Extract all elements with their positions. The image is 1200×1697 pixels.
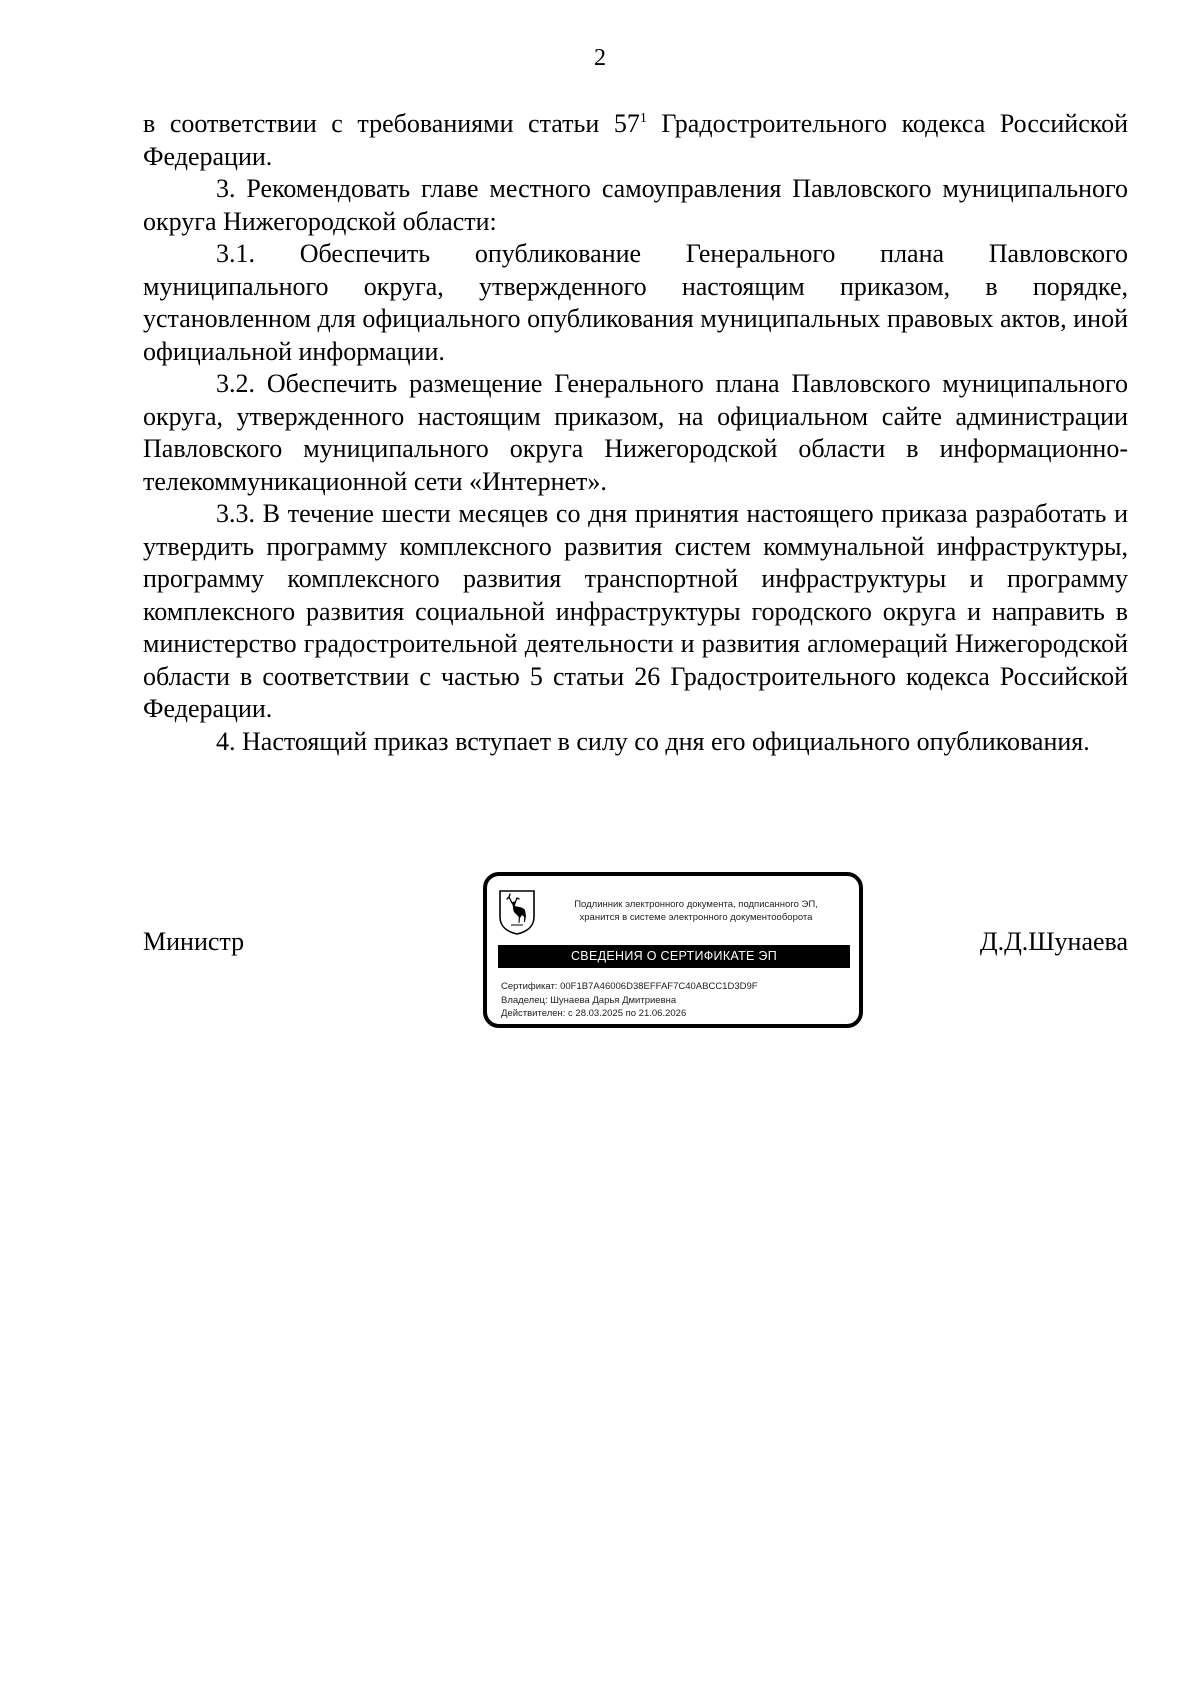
- nizhny-novgorod-deer-emblem-icon: [498, 889, 536, 935]
- certificate-info-title: СВЕДЕНИЯ О СЕРТИФИКАТЕ ЭП: [498, 945, 850, 968]
- paragraph-text-after: Градостроительного кодекса Российской Федерации.: [143, 109, 1128, 171]
- paragraph-item-3: 3. Рекомендовать главе местного самоуправления Павловского муниципального округа Нижегородской области:: [143, 174, 1128, 236]
- article-superscript: 1: [639, 111, 647, 126]
- document-body: [143, 108, 1128, 758]
- paragraph-continuation: [143, 108, 1128, 173]
- signatory-position: Министр: [143, 927, 245, 956]
- certificate-owner: Владелец: Шунаева Дарья Дмитриевна: [501, 994, 677, 1006]
- paragraph-item-3-3: 3.3. В течение шести месяцев со дня принятия настоящего приказа разработать и утвердить программу комплексного развития систем коммунальной инфраструктуры, программу комплексного развития транспортной инфраструктуры и программу комплексного развития социальной инфраструктуры городского округа и направить в министерство градостроительной деятельности и развития агломераций Нижегородской области в соответствии с частью 5 статьи 26 Градостроительного кодекса Российской Федерации.: [143, 499, 1128, 723]
- paragraph-item-4: 4. Настоящий приказ вступает в силу со дня его официального опубликования.: [216, 726, 1090, 756]
- stamp-header: [545, 898, 847, 924]
- certificate-number: Сертификат: 00F1B7A46006D38EFFAF7C40ABCC1D3D9F: [501, 981, 758, 992]
- certificate-details: [501, 980, 851, 1021]
- paragraph-item-3-1: 3.1. Обеспечить опубликование Генерального плана Павловского муниципального округа, утвержденного настоящим приказом, в порядке, установленном для официального опубликования муниципальных правовых актов, иной официальной информации.: [143, 239, 1128, 366]
- paragraph-text-before: в соответствии с требованиями статьи 57: [143, 109, 640, 138]
- stamp-header-line: Подлинник электронного документа, подписанного ЭП,: [574, 899, 818, 910]
- electronic-signature-stamp: [483, 872, 863, 1028]
- paragraph-item-3-2: 3.2. Обеспечить размещение Генерального плана Павловского муниципального округа, утвержденного настоящим приказом, на официальном сайте администрации Павловского муниципального округа Нижегородской области в информационно-телекоммуникационной сети «Интернет».: [143, 369, 1128, 496]
- stamp-header-line: хранится в системе электронного документооборота: [579, 912, 813, 923]
- signatory-name: Д.Д.Шунаева: [979, 927, 1128, 956]
- page-number: 2: [594, 45, 606, 71]
- certificate-validity: Действителен: с 28.03.2025 по 21.06.2026: [501, 1008, 687, 1019]
